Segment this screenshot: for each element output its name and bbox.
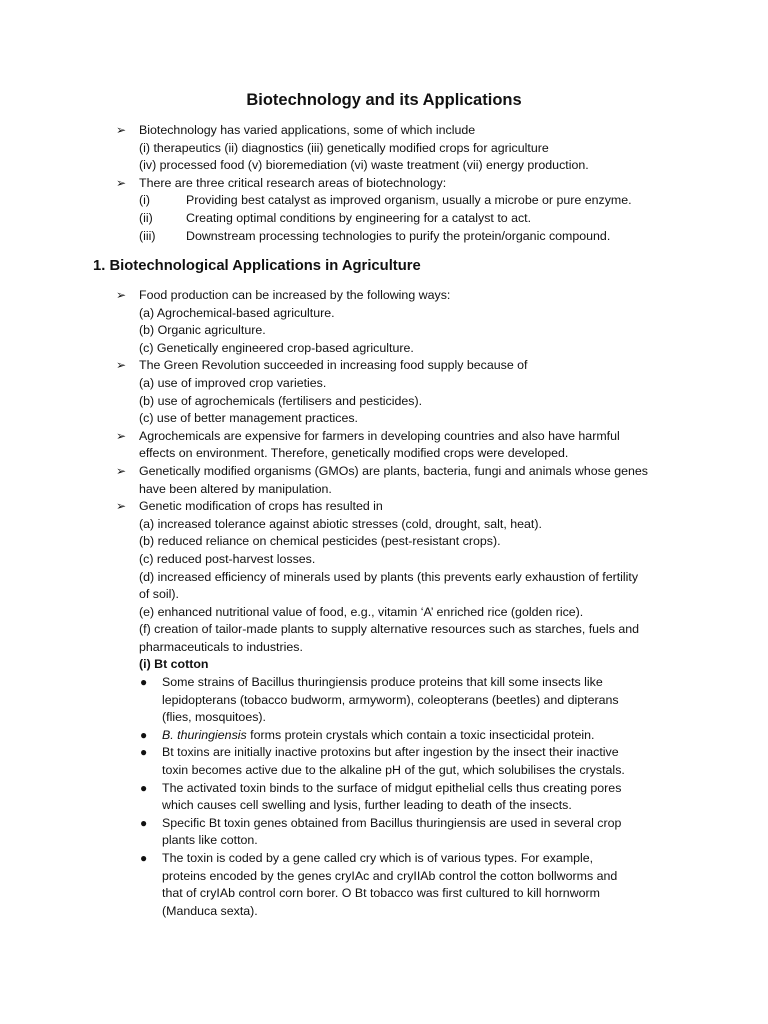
list-item: ➢ The Green Revolution succeeded in increasing food supply because of (a) use of improved crop varieties. (b) use of agrochemicals (fertilisers and pesticides). (c) use of better management practices. bbox=[116, 358, 528, 426]
numbered-item: (iii) Downstream processing technologies to purify the protein/organic compound. bbox=[139, 228, 611, 243]
dot-bullet-icon: ● bbox=[140, 780, 148, 795]
list-item: ● Specific Bt toxin genes obtained from Bacillus thuringiensis are used in several crop plants like cotton. bbox=[140, 815, 622, 848]
arrow-bullet-icon: ➢ bbox=[116, 175, 127, 190]
list-item: ● The toxin is coded by a gene called cry which is of various types. For example, proteins encoded by the genes cryIAc and cryIIAb control the cotton bollworms and that of cryIAb control corn borer. O Bt tobacco was first cultured to kill hornworm (Manduca sexta). bbox=[140, 851, 618, 918]
arrow-bullet-icon: ➢ bbox=[116, 499, 127, 514]
intro-section bbox=[116, 122, 676, 245]
bt-cotton-list bbox=[116, 674, 676, 920]
section-body bbox=[116, 287, 676, 920]
intro-list bbox=[116, 122, 676, 245]
numbered-item: (i) Providing best catalyst as improved organism, usually a microbe or pure enzyme. bbox=[139, 193, 632, 208]
section-list bbox=[116, 287, 676, 674]
dot-bullet-icon: ● bbox=[140, 815, 148, 830]
list-item: ➢ Food production can be increased by the following ways: (a) Agrochemical-based agriculture. (b) Organic agriculture. (c) Genetically engineered crop-based agriculture. bbox=[116, 288, 451, 355]
list-item: ● B. thuringiensis forms protein crystals which contain a toxic insecticidal protein. bbox=[139, 727, 676, 745]
list-item: ● Some strains of Bacillus thuringiensis produce proteins that kill some insects like lepidopterans (tobacco budworm, armyworm), coleopterans (beetles) and dipterans (flies, mosquitoes). bbox=[140, 675, 619, 725]
section-heading: 1. Biotechnological Applications in Agriculture bbox=[93, 258, 421, 274]
list-item: ➢ There are three critical research areas of biotechnology: (i) Providing best catalyst as improved organism, usually a microbe or pure enzyme. (ii) Creating optimal conditions by engineering for a catalyst to act. (iii) Downstream processing technologies to purify the protein/organic compound. bbox=[116, 175, 676, 245]
dot-bullet-icon: ● bbox=[140, 745, 148, 760]
arrow-bullet-icon: ➢ bbox=[116, 428, 127, 443]
page-title: Biotechnology and its Applications bbox=[246, 91, 522, 109]
arrow-bullet-icon: ➢ bbox=[116, 463, 127, 478]
arrow-bullet-icon: ➢ bbox=[116, 288, 127, 302]
list-item: ● Bt toxins are initially inactive protoxins but after ingestion by the insect their inactive toxin becomes active due to the alkaline pH of the gut, which solubilises the crystals. bbox=[140, 745, 625, 778]
list-item: ➢ Biotechnology has varied applications, some of which include (i) therapeutics (ii) diagnostics (iii) genetically modified crops for agriculture (iv) processed food (v) bioremediation (vi) waste treatment (vii) energy production. bbox=[116, 123, 589, 173]
arrow-bullet-icon: ➢ bbox=[116, 123, 127, 137]
numbered-item: (ii) Creating optimal conditions by engineering for a catalyst to act. bbox=[139, 210, 532, 225]
dot-bullet-icon: ● bbox=[140, 727, 148, 742]
subsection-title: (i) Bt cotton bbox=[139, 657, 209, 672]
dot-bullet-icon: ● bbox=[140, 851, 148, 865]
list-item: ➢ Genetically modified organisms (GMOs) are plants, bacteria, fungi and animals whose genes have been altered by manipulation. bbox=[116, 463, 648, 496]
list-item: ● The activated toxin binds to the surface of midgut epithelial cells thus creating pores which causes cell swelling and lysis, further leading to death of the insects. bbox=[140, 780, 622, 813]
list-item: ➢ Agrochemicals are expensive for farmers in developing countries and also have harmful effects on environment. Therefore, genetically modified crops were developed. bbox=[116, 428, 620, 461]
list-item: ➢ Genetic modification of crops has resulted in (a) increased tolerance against abiotic stresses (cold, drought, salt, heat). (b) reduced reliance on chemical pesticides (pest-resistant crops). (c) reduced post-harvest losses. (d) increased efficiency of minerals used by plants (this prevents early exhaustion of fertility of soil). (e) enhanced nutritional value of food, e.g., vitamin ‘A’ enriched rice (golden rice). (f) creation of tailor-made plants to supply alternative resources such as starches, fuels and pharmaceuticals to industries. (i) Bt cotton bbox=[116, 498, 676, 674]
dot-bullet-icon: ● bbox=[140, 675, 148, 690]
arrow-bullet-icon: ➢ bbox=[116, 358, 127, 373]
